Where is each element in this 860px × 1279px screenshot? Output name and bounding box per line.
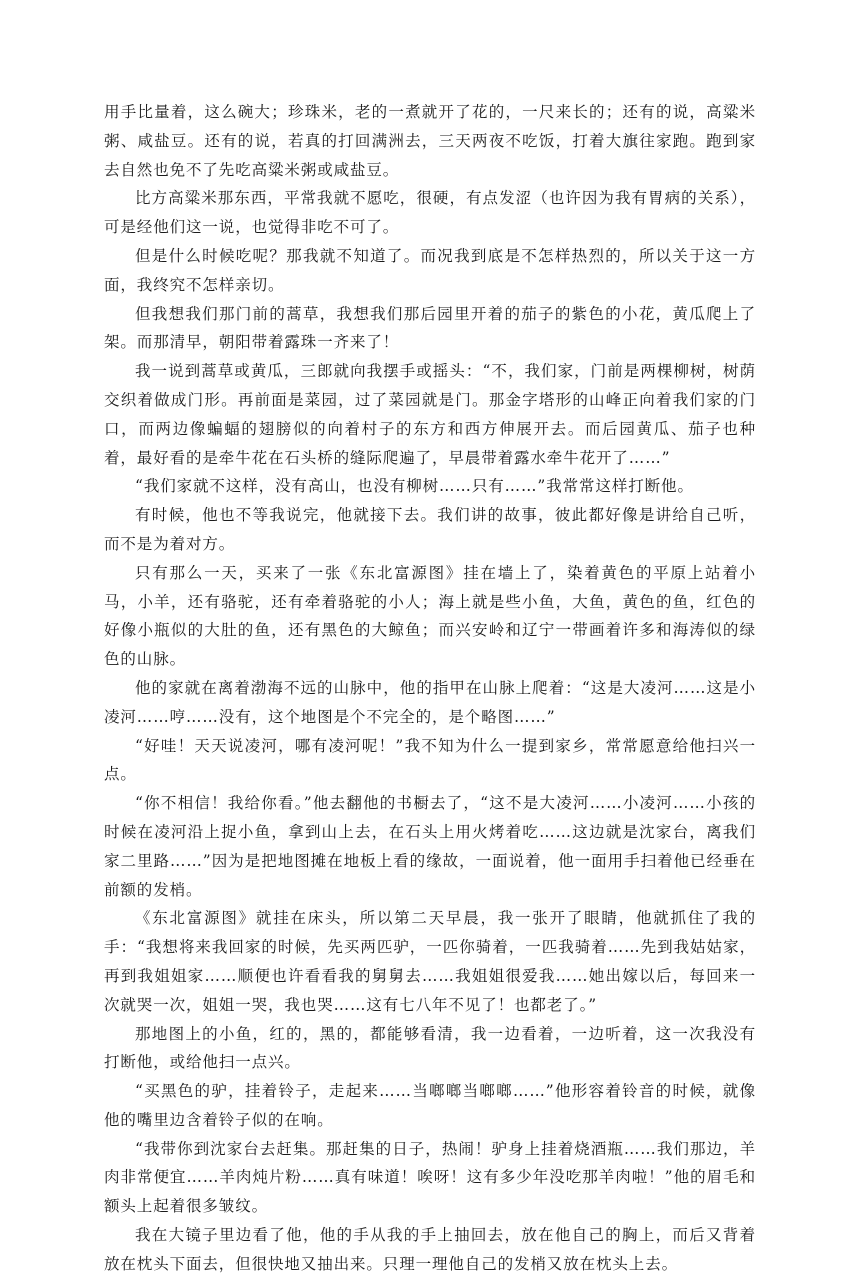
paragraph-7: 有时候，他也不等我说完，他就接下去。我们讲的故事，彼此都好像是讲给自己听，而不是为着对方。 xyxy=(104,506,756,553)
paragraph-13: 那地图上的小鱼，红的，黑的，都能够看清，我一边看着，一边听着，这一次我没有打断他，或给他扫一点兴。 xyxy=(104,1024,756,1072)
paragraph-1: 用手比量着，这么碗大；珍珠米，老的一煮就开了花的，一尺来长的；还有的说，高粱米粥、咸盐豆。还有的说，若真的打回满洲去，三天两夜不吃饭，打着大旗往家跑。跑到家去自然也免不了先吃高粱米粥或咸盐豆。 xyxy=(104,103,756,179)
paragraph-15: “我带你到沈家台去赶集。那赶集的日子，热闹！驴身上挂着烧酒瓶……我们那边，羊肉非常便宜……羊肉炖片粉……真有味道！唉呀！这有多少年没吃那羊肉啦！”他的眉毛和额头上起着很多皱纹。 xyxy=(104,1139,756,1216)
paragraph-8: 只有那么一天，买来了一张《东北富源图》挂在墙上了，染着黄色的平原上站着小马，小羊，还有骆驼，还有牵着骆驼的小人；海上就是些小鱼，大鱼，黄色的鱼，红色的好像小瓶似的大肚的鱼，还有黑色的大鲸鱼；而兴安岭和辽宁一带画着许多和海涛似的绿色的山脉。 xyxy=(104,563,756,669)
paragraph-2: 比方高粱米那东西，平常我就不愿吃，很硬，有点发涩（也许因为我有胃病的关系），可是经他们这一说，也觉得非吃不可了。 xyxy=(104,189,756,237)
paragraph-14: “买黑色的驴，挂着铃子，走起来……当啷啷当啷啷……”他形容着铃音的时候，就像他的嘴里边含着铃子似的在响。 xyxy=(104,1082,756,1129)
paragraph-10: “好哇！天天说凌河，哪有凌河呢！”我不知为什么一提到家乡，常常愿意给他扫兴一点。 xyxy=(104,736,756,784)
article-body xyxy=(104,98,756,1279)
paragraph-6: “我们家就不这样，没有高山，也没有柳树……只有……”我常常这样打断他。 xyxy=(135,477,694,496)
paragraph-16: 我在大镜子里边看了他，他的手从我的手上抽回去，放在他自己的胸上，而后又背着放在枕头下面去，但很快地又抽出来。只理一理他自己的发梢又放在枕头上去。 xyxy=(104,1226,756,1273)
paragraph-11: “你不相信！我给你看。”他去翻他的书橱去了，“这不是大凌河……小凌河……小孩的时候在凌河沿上捉小鱼，拿到山上去，在石头上用火烤着吃……这边就是沈家台，离我们家二里路……”因为是把地图摊在地板上看的缘故，一面说着，他一面用手扫着他已经垂在前额的发梢。 xyxy=(104,794,756,899)
paragraph-3: 但是什么时候吃呢？那我就不知道了。而况我到底是不怎样热烈的，所以关于这一方面，我终究不怎样亲切。 xyxy=(104,246,756,294)
paragraph-5: 我一说到蒿草或黄瓜，三郎就向我摆手或摇头：“不，我们家，门前是两棵柳树，树荫交织着做成门形。再前面是菜园，过了菜园就是门。那金字塔形的山峰正向着我们家的门口，而两边像蝙蝠的翅膀似的向着村子的东方和西方伸展开去。而后园黄瓜、茄子也种着，最好看的是牵牛花在石头桥的缝际爬遍了，早晨带着露水牵牛花开了……” xyxy=(104,362,756,467)
paragraph-4: 但我想我们那门前的蒿草，我想我们那后园里开着的茄子的紫色的小花，黄瓜爬上了架。而那清早，朝阳带着露珠一齐来了！ xyxy=(104,304,756,352)
paragraph-9: 他的家就在离着渤海不远的山脉中，他的指甲在山脉上爬着：“这是大凌河……这是小凌河……哼……没有，这个地图是个不完全的，是个略图……” xyxy=(104,678,756,726)
paragraph-12: 《东北富源图》就挂在床头，所以第二天早晨，我一张开了眼睛，他就抓住了我的手：“我想将来我回家的时候，先买两匹驴，一匹你骑着，一匹我骑着……先到我姑姑家，再到我姐姐家……顺便也许看看我的舅舅去……我姐姐很爱我……她出嫁以后，每回来一次就哭一次，姐姐一哭，我也哭……这有七八年不见了！也都老了。” xyxy=(104,909,756,1014)
